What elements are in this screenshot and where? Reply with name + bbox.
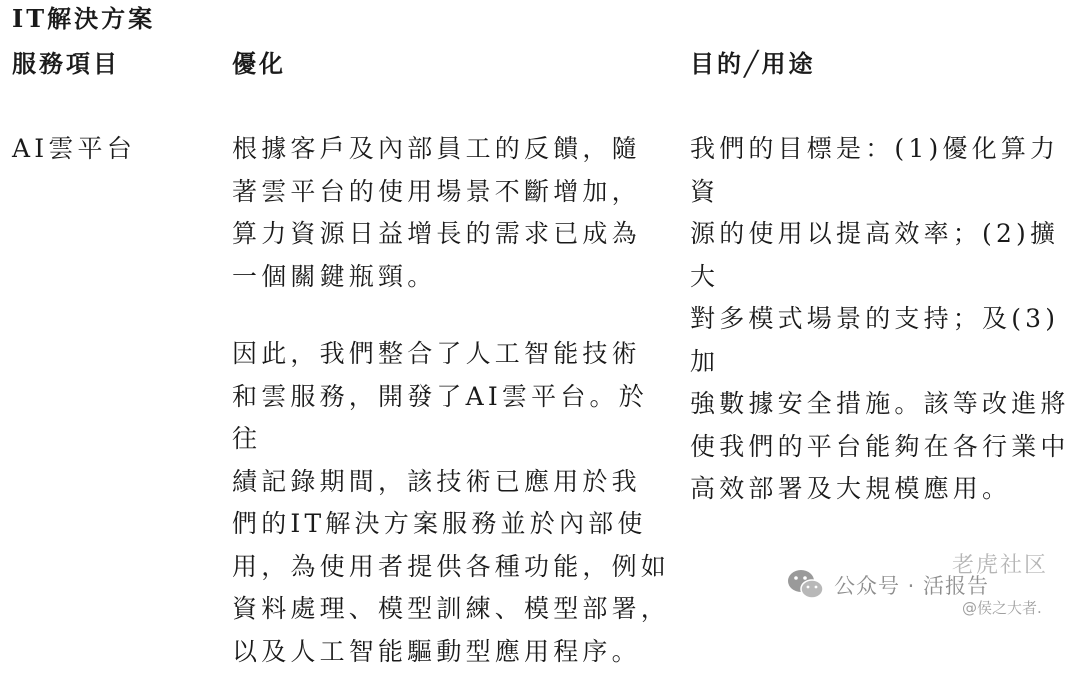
service-name: AI雲平台	[12, 134, 136, 163]
section-title: IT解決方案	[12, 4, 156, 33]
watermark-community-text: 老虎社区	[952, 553, 1049, 578]
header-optimization: 優化	[232, 49, 286, 78]
watermark-account-text: 公众号 · 活报告	[834, 574, 990, 598]
purpose-text: 我們的目標是：(1)優化算力資 源的使用以提高效率；(2)擴大 對多模式場景的支持；及(3)加 強數據安全措施。該等改進將 使我們的平台能夠在各行業中 高效部署及大規模應用。	[690, 134, 1070, 503]
header-purpose-use: 目的╱用途	[690, 49, 816, 78]
watermark-author-text: @侯之大者.	[962, 599, 1042, 617]
wechat-icon	[786, 567, 826, 603]
optimization-paragraph-1: 根據客戶及內部員工的反饋，隨 著雲平台的使用場景不斷增加， 算力資源日益增長的需求已成為 一個關鍵瓶頸。	[232, 134, 641, 291]
header-service-item: 服務項目	[12, 49, 120, 78]
optimization-paragraph-2: 因此，我們整合了人工智能技術 和雲服務，開發了AI雲平台。於往 績記錄期間，該技術已應用於我 們的IT解決方案服務並於內部使 用，為使用者提供各種功能，例如 資料處理、模型訓練、模型部署， 以及人工智能驅動型應用程序。	[232, 339, 671, 666]
